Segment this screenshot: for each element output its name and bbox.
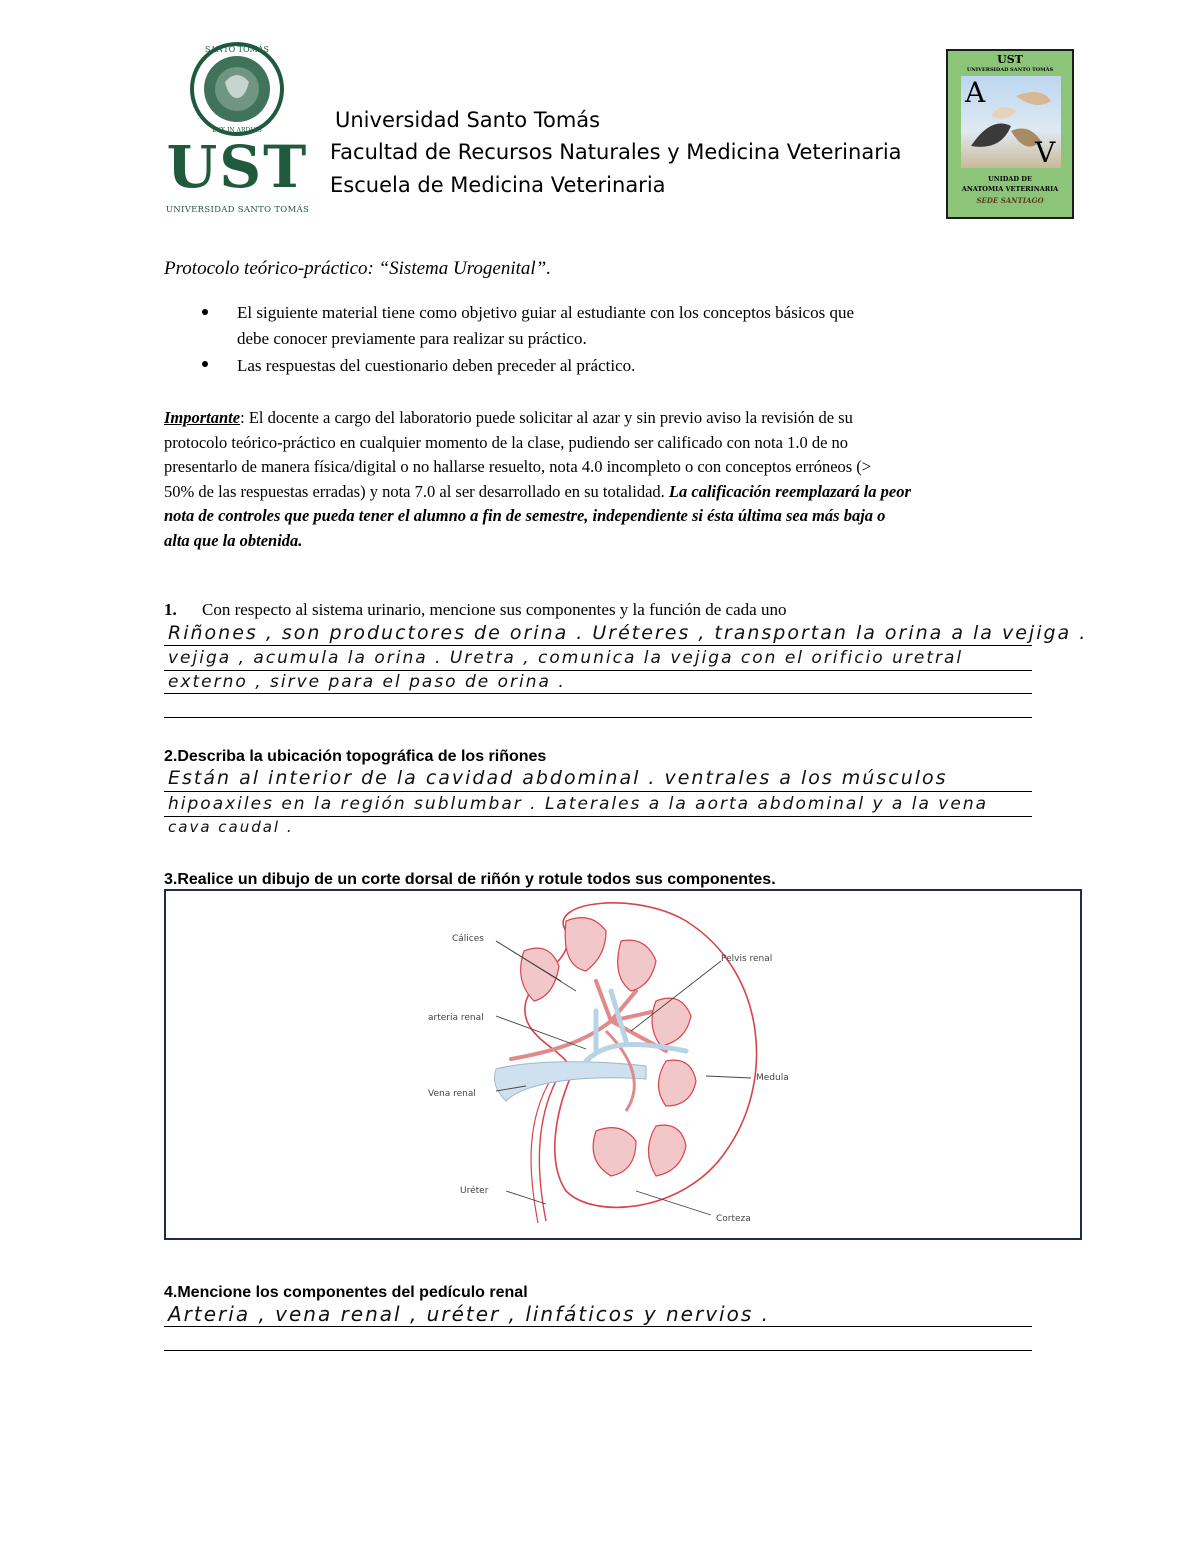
q3-question: 3.Realice un dibujo de un corte dorsal de riñón y rotule todos sus componentes.	[164, 871, 776, 888]
label-vena: Vena renal	[428, 1089, 476, 1099]
badge-bottom-2: ANATOMIA VETERINARIA	[961, 185, 1059, 193]
important-paragraph	[164, 406, 1034, 553]
label-pelvis: Pelvis renal	[721, 954, 773, 964]
bullet-2: Las respuestas del cuestionario deben preceder al práctico.	[237, 356, 636, 375]
bullet-dot	[202, 361, 208, 367]
label-corteza: Corteza	[716, 1214, 751, 1224]
important-line-4: 50% de las respuestas erradas) y nota 7.0 al ser desarrollado en su totalidad.	[164, 481, 665, 501]
badge-top: UST	[997, 53, 1023, 66]
important-bold-3: alta que la obtenida.	[164, 530, 303, 550]
answer-rule	[164, 816, 1032, 817]
q2-answer-3: cava caudal .	[168, 818, 294, 836]
bullet-dot	[202, 309, 208, 315]
important-label: Importante	[164, 408, 241, 427]
logo-motto: LUX IN ARDUIS	[212, 127, 262, 134]
bullet-1-line-2: debe conocer previamente para realizar su práctico.	[237, 329, 587, 348]
ureter-line	[539, 1081, 556, 1221]
label-calices: Cálices	[452, 934, 484, 944]
header-university: Universidad Santo Tomás	[335, 108, 601, 132]
q1-question: Con respecto al sistema urinario, mencione sus componentes y la función de cada uno	[202, 600, 787, 619]
label-ureter: Uréter	[460, 1186, 489, 1196]
q2-answer-1: Están al interior de la cavidad abdominal . ventrales a los músculos	[168, 767, 948, 789]
renal-vein	[494, 1062, 646, 1101]
label-arteria: arteria renal	[428, 1013, 484, 1023]
answer-rule	[164, 717, 1032, 718]
anatomy-unit-badge	[946, 49, 1074, 219]
kidney-drawing	[166, 891, 1080, 1238]
q1-number: 1.	[164, 600, 177, 619]
q1-answer-1: Riñones , son productores de orina . Uréteres , transportan la orina a la vejiga .	[168, 622, 1088, 644]
important-line-1: : El docente a cargo del laboratorio puede solicitar al azar y sin previo aviso la revisión de su	[240, 408, 853, 427]
important-bold-2: nota de controles que pueda tener el alumno a fin de semestre, independiente si ésta última sea más baja o	[164, 506, 886, 525]
q4-answer-1: Arteria , vena renal , uréter , linfáticos y nervios .	[168, 1302, 770, 1326]
doc-title: Protocolo teórico-práctico: “Sistema Urogenital”.	[164, 258, 551, 279]
important-line-3: presentarlo de manera física/digital o no hallarse resuelto, nota 4.0 incompleto o con conceptos erróneos (>	[164, 457, 872, 476]
badge-bottom-3: SEDE SANTIAGO	[976, 196, 1044, 205]
answer-rule	[164, 670, 1032, 671]
important-line-2: protocolo teórico-práctico en cualquier momento de la clase, pudiendo ser calificado con nota 1.0 de no	[164, 432, 849, 452]
logo-letters: UST	[166, 133, 309, 201]
important-bold-1: La calificación reemplazará la peor	[668, 481, 911, 501]
header-school: Escuela de Medicina Veterinaria	[330, 173, 666, 197]
q1-answer-3: externo , sirve para el paso de orina .	[168, 672, 566, 692]
header-faculty: Facultad de Recursos Naturales y Medicina Veterinaria	[330, 140, 902, 164]
badge-letter-v: V	[1035, 136, 1056, 169]
logo-subtitle: UNIVERSIDAD SANTO TOMÁS	[165, 205, 310, 215]
drawing-frame	[164, 889, 1082, 1240]
q2-question: 2.Describa la ubicación topográfica de los riñones	[164, 748, 547, 765]
answer-rule	[164, 693, 1032, 694]
answer-rule	[164, 1326, 1032, 1327]
badge-top-sub: UNIVERSIDAD SANTO TOMÁS	[966, 67, 1054, 73]
badge-letter-a: A	[965, 76, 986, 109]
bullet-1-line-1: El siguiente material tiene como objetivo guiar al estudiante con los conceptos básicos que	[237, 303, 855, 322]
q1-answer-2: vejiga , acumula la orina . Uretra , comunica la vejiga con el orificio uretral	[168, 648, 964, 668]
q4-question: 4.Mencione los componentes del pedículo renal	[164, 1284, 528, 1301]
badge-bottom-1: UNIDAD DE	[988, 175, 1032, 183]
label-medula: Medula	[756, 1073, 789, 1083]
ust-logo	[165, 42, 310, 220]
answer-rule	[164, 1350, 1032, 1351]
answer-rule	[164, 791, 1032, 792]
badge-photo	[961, 76, 1061, 168]
q2-answer-2: hipoaxiles en la región sublumbar . Laterales a la aorta abdominal y a la vena	[168, 794, 989, 814]
logo-top-text: SANTO TOMÁS	[204, 45, 270, 54]
answer-rule	[164, 645, 1032, 646]
